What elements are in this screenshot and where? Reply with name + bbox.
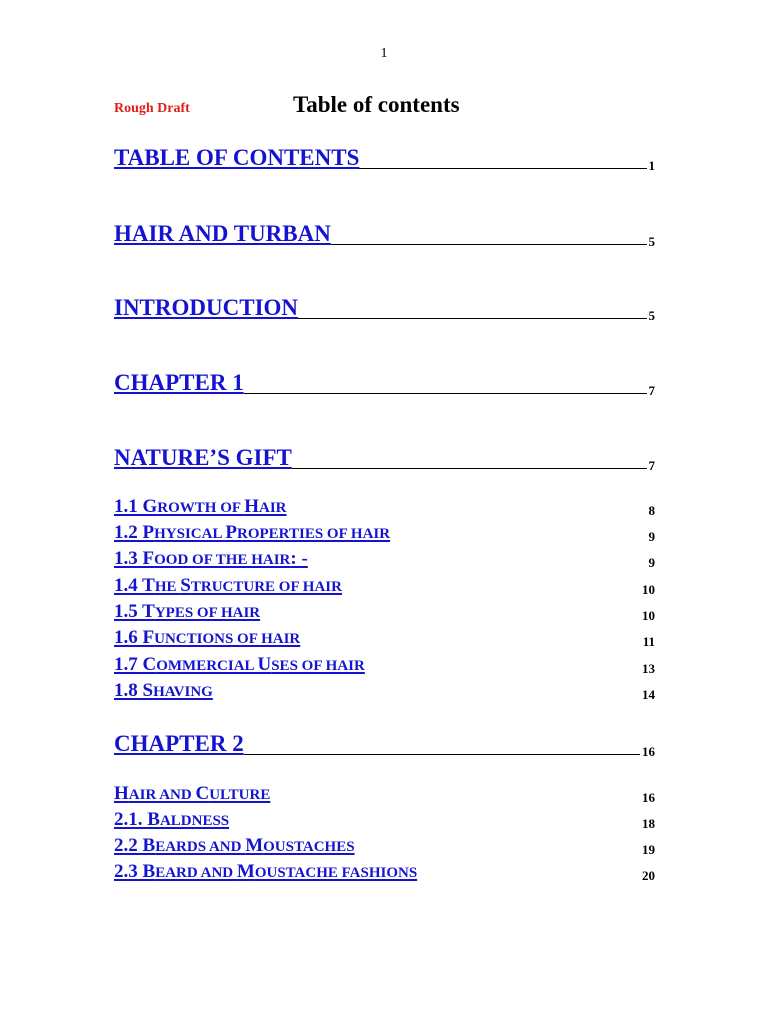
dot-leader bbox=[244, 753, 640, 755]
toc-link-1-3[interactable]: 1.3 FOOD OF THE HAIR: - bbox=[114, 548, 308, 569]
toc-link-2-3[interactable]: 2.3 BEARD AND MOUSTACHE FASHIONS bbox=[114, 861, 418, 882]
toc-link-hair-and-culture[interactable]: HAIR AND CULTURE bbox=[114, 783, 271, 804]
page-ref: 7 bbox=[648, 458, 655, 473]
toc-entry-1-4 bbox=[114, 575, 655, 598]
toc-link-hair-and-turban[interactable]: HAIR AND TURBAN bbox=[114, 221, 331, 246]
page-ref: 14 bbox=[642, 687, 655, 702]
toc-link-chapter-1[interactable]: CHAPTER 1 bbox=[114, 370, 244, 395]
toc-entry-hair-and-culture bbox=[114, 783, 655, 806]
page-title: Table of contents bbox=[293, 92, 460, 117]
page-ref: 16 bbox=[642, 790, 655, 805]
dot-leader bbox=[292, 467, 647, 469]
page-ref: 13 bbox=[642, 661, 655, 676]
page-ref: 9 bbox=[648, 529, 655, 544]
toc-entry-1-8 bbox=[114, 680, 655, 703]
toc-entry-chapter-1 bbox=[114, 370, 655, 396]
dot-leader bbox=[298, 317, 646, 319]
toc-entry-chapter-2 bbox=[114, 731, 655, 757]
page-number: 1 bbox=[380, 46, 388, 61]
toc-link-1-6[interactable]: 1.6 FUNCTIONS OF HAIR bbox=[114, 627, 301, 648]
page-ref: 10 bbox=[642, 608, 655, 623]
dot-leader bbox=[359, 167, 646, 169]
page-ref: 16 bbox=[642, 744, 655, 759]
dot-leader bbox=[331, 243, 647, 245]
toc-entry-1-7 bbox=[114, 654, 655, 677]
toc-entry-1-5 bbox=[114, 601, 655, 624]
page-ref: 9 bbox=[648, 555, 655, 570]
toc-entry-1-1 bbox=[114, 496, 655, 519]
toc-entry-2-1 bbox=[114, 809, 655, 832]
page-ref: 20 bbox=[642, 868, 655, 883]
toc-entry-1-2 bbox=[114, 522, 655, 545]
toc-entry-introduction bbox=[114, 295, 655, 321]
page-ref: 18 bbox=[642, 816, 655, 831]
toc-entry-natures-gift bbox=[114, 445, 655, 471]
page-ref: 10 bbox=[642, 582, 655, 597]
toc-entry-2-3 bbox=[114, 861, 655, 884]
toc-link-1-5[interactable]: 1.5 TYPES OF HAIR bbox=[114, 601, 261, 622]
toc-link-1-4[interactable]: 1.4 THE STRUCTURE OF HAIR bbox=[114, 575, 342, 596]
toc-link-2-1[interactable]: 2.1. BALDNESS bbox=[114, 809, 230, 830]
draft-label: Rough Draft bbox=[114, 101, 190, 116]
toc-entry-2-2 bbox=[114, 835, 655, 858]
page-ref: 19 bbox=[642, 842, 655, 857]
toc-entry-1-3 bbox=[114, 548, 655, 571]
toc-link-2-2[interactable]: 2.2 BEARDS AND MOUSTACHES bbox=[114, 835, 355, 856]
toc-link-1-2[interactable]: 1.2 PHYSICAL PROPERTIES OF HAIR bbox=[114, 522, 391, 543]
dot-leader bbox=[244, 392, 647, 394]
toc-entry-hair-and-turban bbox=[114, 221, 655, 247]
page-ref: 1 bbox=[648, 158, 655, 173]
toc-link-1-7[interactable]: 1.7 COMMERCIAL USES OF HAIR bbox=[114, 654, 365, 675]
toc-entry-1-6 bbox=[114, 627, 655, 650]
toc-link-natures-gift[interactable]: NATURE’S GIFT bbox=[114, 445, 292, 470]
toc-link-1-8[interactable]: 1.8 SHAVING bbox=[114, 680, 213, 701]
page-ref: 5 bbox=[648, 308, 655, 323]
page-ref: 8 bbox=[648, 503, 655, 518]
page-ref: 11 bbox=[642, 634, 655, 649]
page-ref: 7 bbox=[648, 383, 655, 398]
toc-link-chapter-2[interactable]: CHAPTER 2 bbox=[114, 731, 244, 756]
toc-link-introduction[interactable]: INTRODUCTION bbox=[114, 295, 299, 320]
page-ref: 5 bbox=[648, 234, 655, 249]
toc-link-table-of-contents[interactable]: TABLE OF CONTENTS bbox=[114, 145, 360, 170]
toc-entry-table-of-contents bbox=[114, 145, 655, 171]
toc-link-1-1[interactable]: 1.1 GROWTH OF HAIR bbox=[114, 496, 287, 517]
